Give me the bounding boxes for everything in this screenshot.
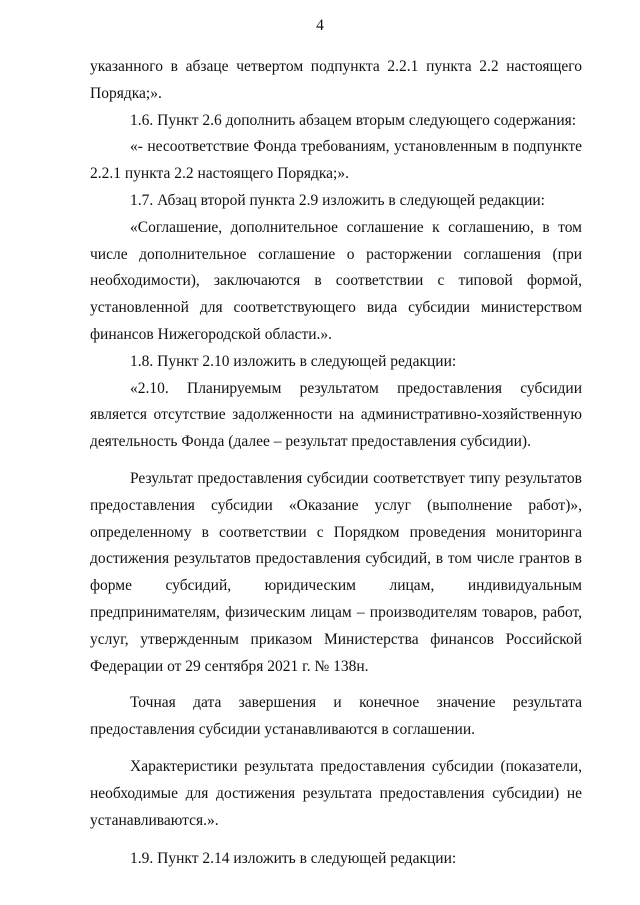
paragraph-item-1-6: 1.6. Пункт 2.6 дополнить абзацем вторым следующего содержания: bbox=[130, 111, 577, 129]
paragraph-result-characteristics: Характеристики результата предоставления субсидии (показатели, необходимые для достижения результата предоставления субсидии) не устанавливаются.». bbox=[90, 757, 582, 829]
paragraph-item-1-9: 1.9. Пункт 2.14 изложить в следующей редакции: bbox=[130, 850, 457, 868]
paragraph-continuation: указанного в абзаце четвертом подпункта 2.2.1 пункта 2.2 настоящего Порядка;». bbox=[90, 58, 582, 102]
paragraph-quote-1-7: «Соглашение, дополнительное соглашение к соглашению, в том числе дополнительное соглашение о расторжении соглашения (при необходимости), заключаются в соответствии с типовой формой, установленной для соответствующего вида субсидии министерством финансов Нижегородской области.». bbox=[90, 218, 582, 343]
paragraph-item-1-8: 1.8. Пункт 2.10 изложить в следующей редакции: bbox=[130, 352, 457, 370]
paragraph-result-date: Точная дата завершения и конечное значение результата предоставления субсидии устанавливаются в соглашении. bbox=[90, 694, 582, 739]
paragraph-item-1-7: 1.7. Абзац второй пункта 2.9 изложить в следующей редакции: bbox=[130, 191, 545, 209]
document-body bbox=[90, 54, 582, 873]
paragraph-quote-1-6: «- несоответствие Фонда требованиям, установленным в подпункте 2.2.1 пункта 2.2 настоящего Порядка;». bbox=[90, 138, 582, 183]
paragraph-result-type: Результат предоставления субсидии соответствует типу результатов предоставления субсидии «Оказание услуг (выполнение работ)», определенному в соответствии с Порядком проведения мониторинга достижения результатов предоставления субсидий, в том числе грантов в форме субсидий, юридическим лицам, индивидуальным предпринимателям, физическим лицам – производителям товаров, работ, услуг, утвержденным приказом Министерства финансов Российской Федерации от 29 сентября 2021 г. № 138н. bbox=[90, 469, 582, 675]
paragraph-quote-2-10: «2.10. Планируемым результатом предоставления субсидии является отсутствие задолженности на административно-хозяйственную деятельность Фонда (далее – результат предоставления субсидии). bbox=[90, 379, 582, 451]
page-number: 4 bbox=[316, 17, 324, 34]
